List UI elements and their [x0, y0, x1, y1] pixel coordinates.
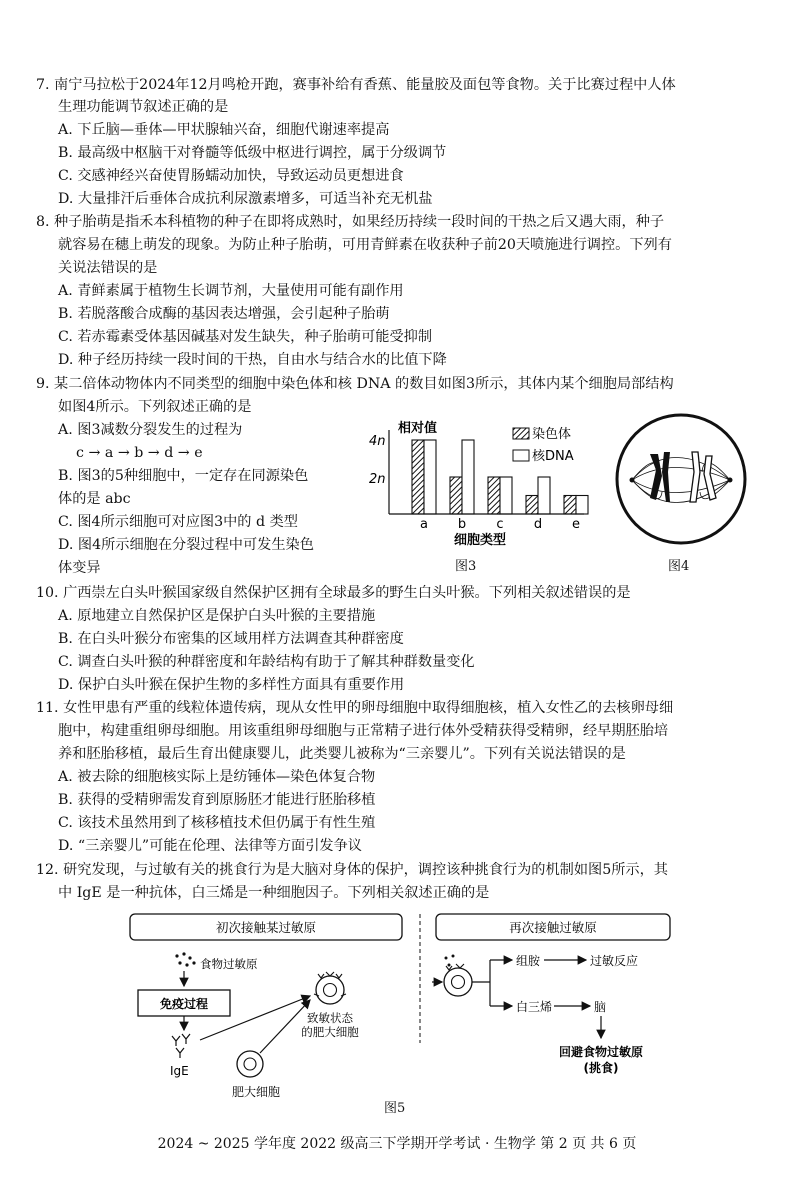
bar-e-dna: [576, 496, 588, 515]
legend-label-dna: 核DNA: [532, 449, 574, 464]
figure-4-cell-diagram: [612, 410, 750, 548]
figure-4-caption: 图4: [668, 559, 690, 574]
figure-3-caption: 图3: [455, 559, 477, 574]
box-first-contact-label: 初次接触某过敏原: [215, 920, 317, 935]
allergen-dots-icon: [175, 952, 195, 966]
q7-option-b: B. 最高级中枢脑干对脊髓等低级中枢进行调控，属于分级调节: [58, 145, 447, 161]
legend-swatch-dna: [513, 450, 529, 461]
q9-option-b: B. 图3的5种细胞中，一定存在同源染色: [58, 468, 309, 484]
q9-stem: 9. 某二倍体动物体内不同类型的细胞中染色体和核 DNA 的数目如图3所示，其体内某个细胞局部结构: [36, 376, 674, 392]
q10-stem: 10. 广西崇左白头叶猴国家级自然保护区拥有全球最多的野生白头叶猴。下列相关叙述错误的是: [36, 585, 631, 601]
q8-option-b: B. 若脱落酸合成酶的基因表达增强，会引起种子胎萌: [58, 306, 390, 322]
q9-option-a-sequence: c → a → b → d → e: [76, 445, 203, 461]
ige-antibody-icon: [172, 1034, 190, 1058]
q10-option-a: A. 原地建立自然保护区是保护白头叶猴的主要措施: [58, 608, 376, 624]
q12-stem-cont: 中 IgE 是一种抗体，白三烯是一种细胞因子。下列相关叙述正确的是: [58, 885, 490, 901]
q7-option-d: D. 大量排汗后垂体合成抗利尿激素增多，可适当补充无机盐: [58, 191, 433, 207]
q8-stem-cont1: 就容易在穗上萌发的现象。为防止种子胎萌，可用青鲜素在收获种子前20天喷施进行调控。下列有: [58, 237, 672, 253]
q9-option-b-cont: 体的是 abc: [58, 491, 131, 507]
q7-option-c: C. 交感神经兴奋使胃肠蠕动加快，导致运动员更想进食: [58, 168, 404, 184]
q11-stem-cont1: 胞中，构建重组卵母细胞。用该重组卵母细胞与正常精子进行体外受精获得受精卵，经早期胚胎培: [58, 723, 669, 739]
q10-option-d: D. 保护白头叶猴在保护生物的多样性方面具有重要作用: [58, 677, 405, 693]
immune-process-label: 免疫过程: [159, 997, 209, 1011]
food-allergen-label: 食物过敏原: [200, 957, 258, 971]
x-tick-b: b: [457, 517, 467, 532]
q8-option-d: D. 种子经历持续一段时间的干热，自由水与结合水的比值下降: [58, 352, 447, 368]
page-footer: 2024 ~ 2025 学年度 2022 级高三下学期开学考试 · 生物学 第 2 页 共 6 页: [157, 1136, 637, 1152]
sensitized-label-line2: 的肥大细胞: [301, 1025, 359, 1039]
x-tick-a: a: [420, 517, 428, 532]
q10-option-b: B. 在白头叶猴分布密集的区域用样方法调查其种群密度: [58, 631, 404, 647]
q11-option-c: C. 该技术虽然用到了核移植技术但仍属于有性生殖: [58, 815, 376, 831]
allergic-reaction-label: 过敏反应: [590, 954, 639, 968]
bar-a-chromosome: [412, 440, 424, 514]
bar-d-dna: [538, 477, 550, 514]
bar-b-chromosome: [450, 477, 462, 514]
figure-5-caption: 图5: [384, 1101, 406, 1116]
q8-stem-cont2: 关说法错误的是: [58, 260, 158, 276]
bar-c-chromosome: [488, 477, 500, 514]
q7-option-a: A. 下丘脑—垂体—甲状腺轴兴奋，细胞代谢速率提高: [58, 122, 390, 138]
q8-option-a: A. 青鲜素属于植物生长调节剂，大量使用可能有副作用: [58, 283, 404, 299]
y-tick-4n: 4n: [369, 434, 386, 449]
x-tick-c: c: [496, 517, 504, 532]
y-tick-2n: 2n: [369, 472, 386, 487]
figure-3-bar-chart: [366, 418, 590, 550]
q9-option-c: C. 图4所示细胞可对应图3中的 d 类型: [58, 514, 298, 530]
brain-label: 脑: [594, 1000, 607, 1014]
q11-option-a: A. 被去除的细胞核实际上是纺锤体—染色体复合物: [58, 769, 376, 785]
q8-stem: 8. 种子胎萌是指禾本科植物的种子在即将成熟时，如果经历持续一段时间的干热之后又遇大雨，种子: [36, 214, 665, 230]
y-axis-label: 相对值: [398, 421, 438, 436]
cell-membrane: [617, 415, 745, 543]
legend-label-chromosome: 染色体: [532, 427, 572, 442]
x-tick-d: d: [533, 517, 543, 532]
q9-option-a: A. 图3减数分裂发生的过程为: [58, 422, 243, 438]
box-second-contact-label: 再次接触过敏原: [509, 920, 597, 935]
figure-5-mechanism-diagram: [120, 908, 680, 1108]
bar-c-dna: [500, 477, 512, 514]
q8-option-c: C. 若赤霉素受体基因碱基对发生缺失，种子胎萌可能受抑制: [58, 329, 433, 345]
q12-stem: 12. 研究发现，与过敏有关的挑食行为是大脑对身体的保护，调控该种挑食行为的机制如图5所示，其: [36, 862, 668, 878]
x-axis-label: 细胞类型: [454, 533, 507, 548]
histamine-label: 组胺: [516, 954, 541, 968]
q11-option-b: B. 获得的受精卵需发育到原肠胚才能进行胚胎移植: [58, 792, 376, 808]
bar-d-chromosome: [526, 496, 538, 515]
sensitized-mast-cell-icon: [314, 972, 346, 1004]
q9-option-d-cont: 体变异: [58, 560, 101, 576]
x-tick-e: e: [572, 517, 580, 532]
ige-label: IgE: [170, 1064, 189, 1078]
q9-stem-cont: 如图4所示。下列叙述正确的是: [58, 399, 252, 415]
q11-stem-cont2: 养和胚胎移植，最后生育出健康婴儿，此类婴儿被称为“三亲婴儿”。下列有关说法错误的是: [58, 746, 626, 762]
q11-option-d: D. “三亲婴儿”可能在伦理、法律等方面引发争议: [58, 838, 362, 854]
bar-a-dna: [424, 440, 436, 514]
sensitized-label-line1: 致敏状态: [307, 1011, 353, 1025]
q10-option-c: C. 调查白头叶猴的种群密度和年龄结构有助于了解其种群数量变化: [58, 654, 475, 670]
avoid-label-line1: 回避食物过敏原: [558, 1045, 644, 1059]
avoid-label-line2: (挑食): [583, 1061, 619, 1075]
bar-e-chromosome: [564, 496, 576, 515]
activated-mast-cell-icon: [444, 964, 472, 996]
legend-swatch-chromosome: [513, 428, 529, 439]
mast-cell-label: 肥大细胞: [232, 1085, 281, 1099]
bar-b-dna: [462, 440, 474, 514]
q7-stem: 7. 南宁马拉松于2024年12月鸣枪开跑，赛事补给有香蕉、能量胶及面包等食物。关于比赛过程中人体: [36, 77, 676, 93]
q11-stem: 11. 女性甲患有严重的线粒体遗传病，现从女性甲的卵母细胞中取得细胞核，植入女性乙的去核卵母细: [36, 700, 674, 716]
allergen-dots-right-icon: [445, 955, 455, 967]
leukotriene-label: 白三烯: [516, 1000, 553, 1014]
q9-option-d: D. 图4所示细胞在分裂过程中可发生染色: [58, 537, 314, 553]
q7-stem-cont: 生理功能调节叙述正确的是: [58, 99, 229, 115]
